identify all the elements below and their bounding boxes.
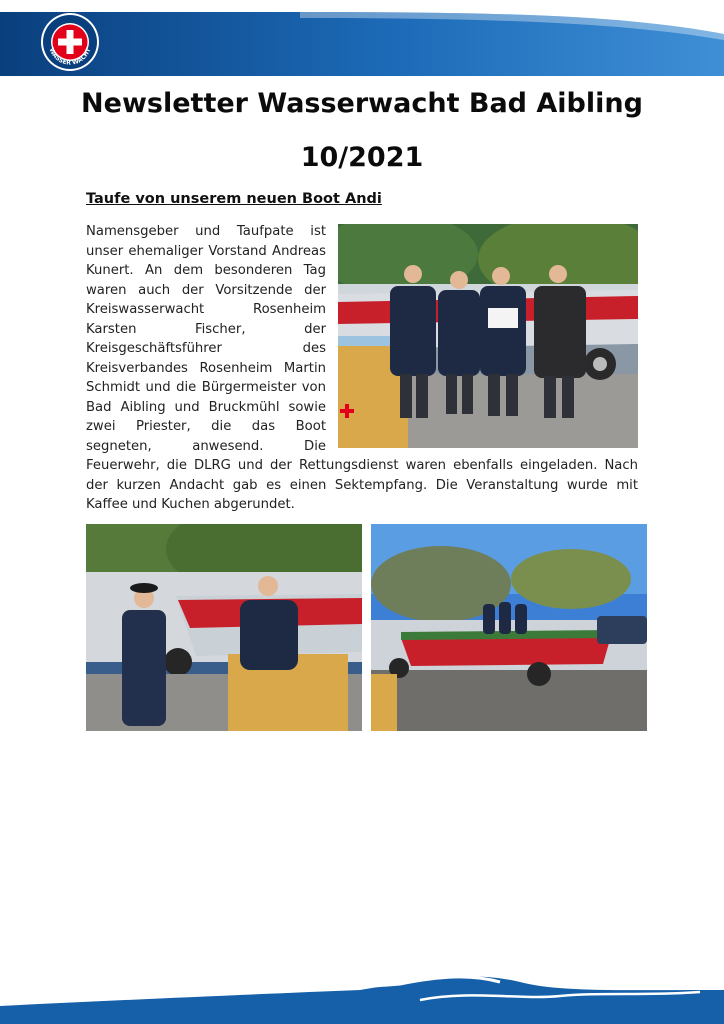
- article-heading: Taufe von unserem neuen Boot Andi: [86, 191, 382, 207]
- article-body: [86, 222, 638, 515]
- decorated-boat-photo: [371, 524, 647, 731]
- newsletter-issue: 10/2021: [300, 142, 424, 173]
- group-photo: [338, 224, 638, 448]
- article-body-text: Namensgeber und Taufpate ist unser ehemaliger Vorstand Andreas Kunert. An dem besonderen Tag waren auch der Vorsitzende der Kreiswasserwacht Rosenheim Karsten Fischer, der Kreisgeschäftsführer des Kreisverbandes Rosenheim Martin Schmidt und die Bürgermeister von Bad Aibling und Bruckmühl sowie zwei Priester, die das Boot segneten, anwesend. Die Feuerwehr, die DLRG und der Rettungsdienst waren ebenfalls eingeladen. Nach der kurzen Andacht gab es einen Sektempfang. Die Veranstaltung wurde mit Kaffee und Kuchen abgerundet.: [86, 224, 638, 512]
- logo-ring-text: WASSER WACHT: [47, 47, 93, 67]
- footer-wave: [0, 960, 724, 1024]
- wasserwacht-logo: [40, 12, 100, 72]
- header-banner: [0, 0, 724, 76]
- newsletter-title: Newsletter Wasserwacht Bad Aibling: [81, 88, 643, 119]
- christening-speech-photo: [86, 524, 362, 731]
